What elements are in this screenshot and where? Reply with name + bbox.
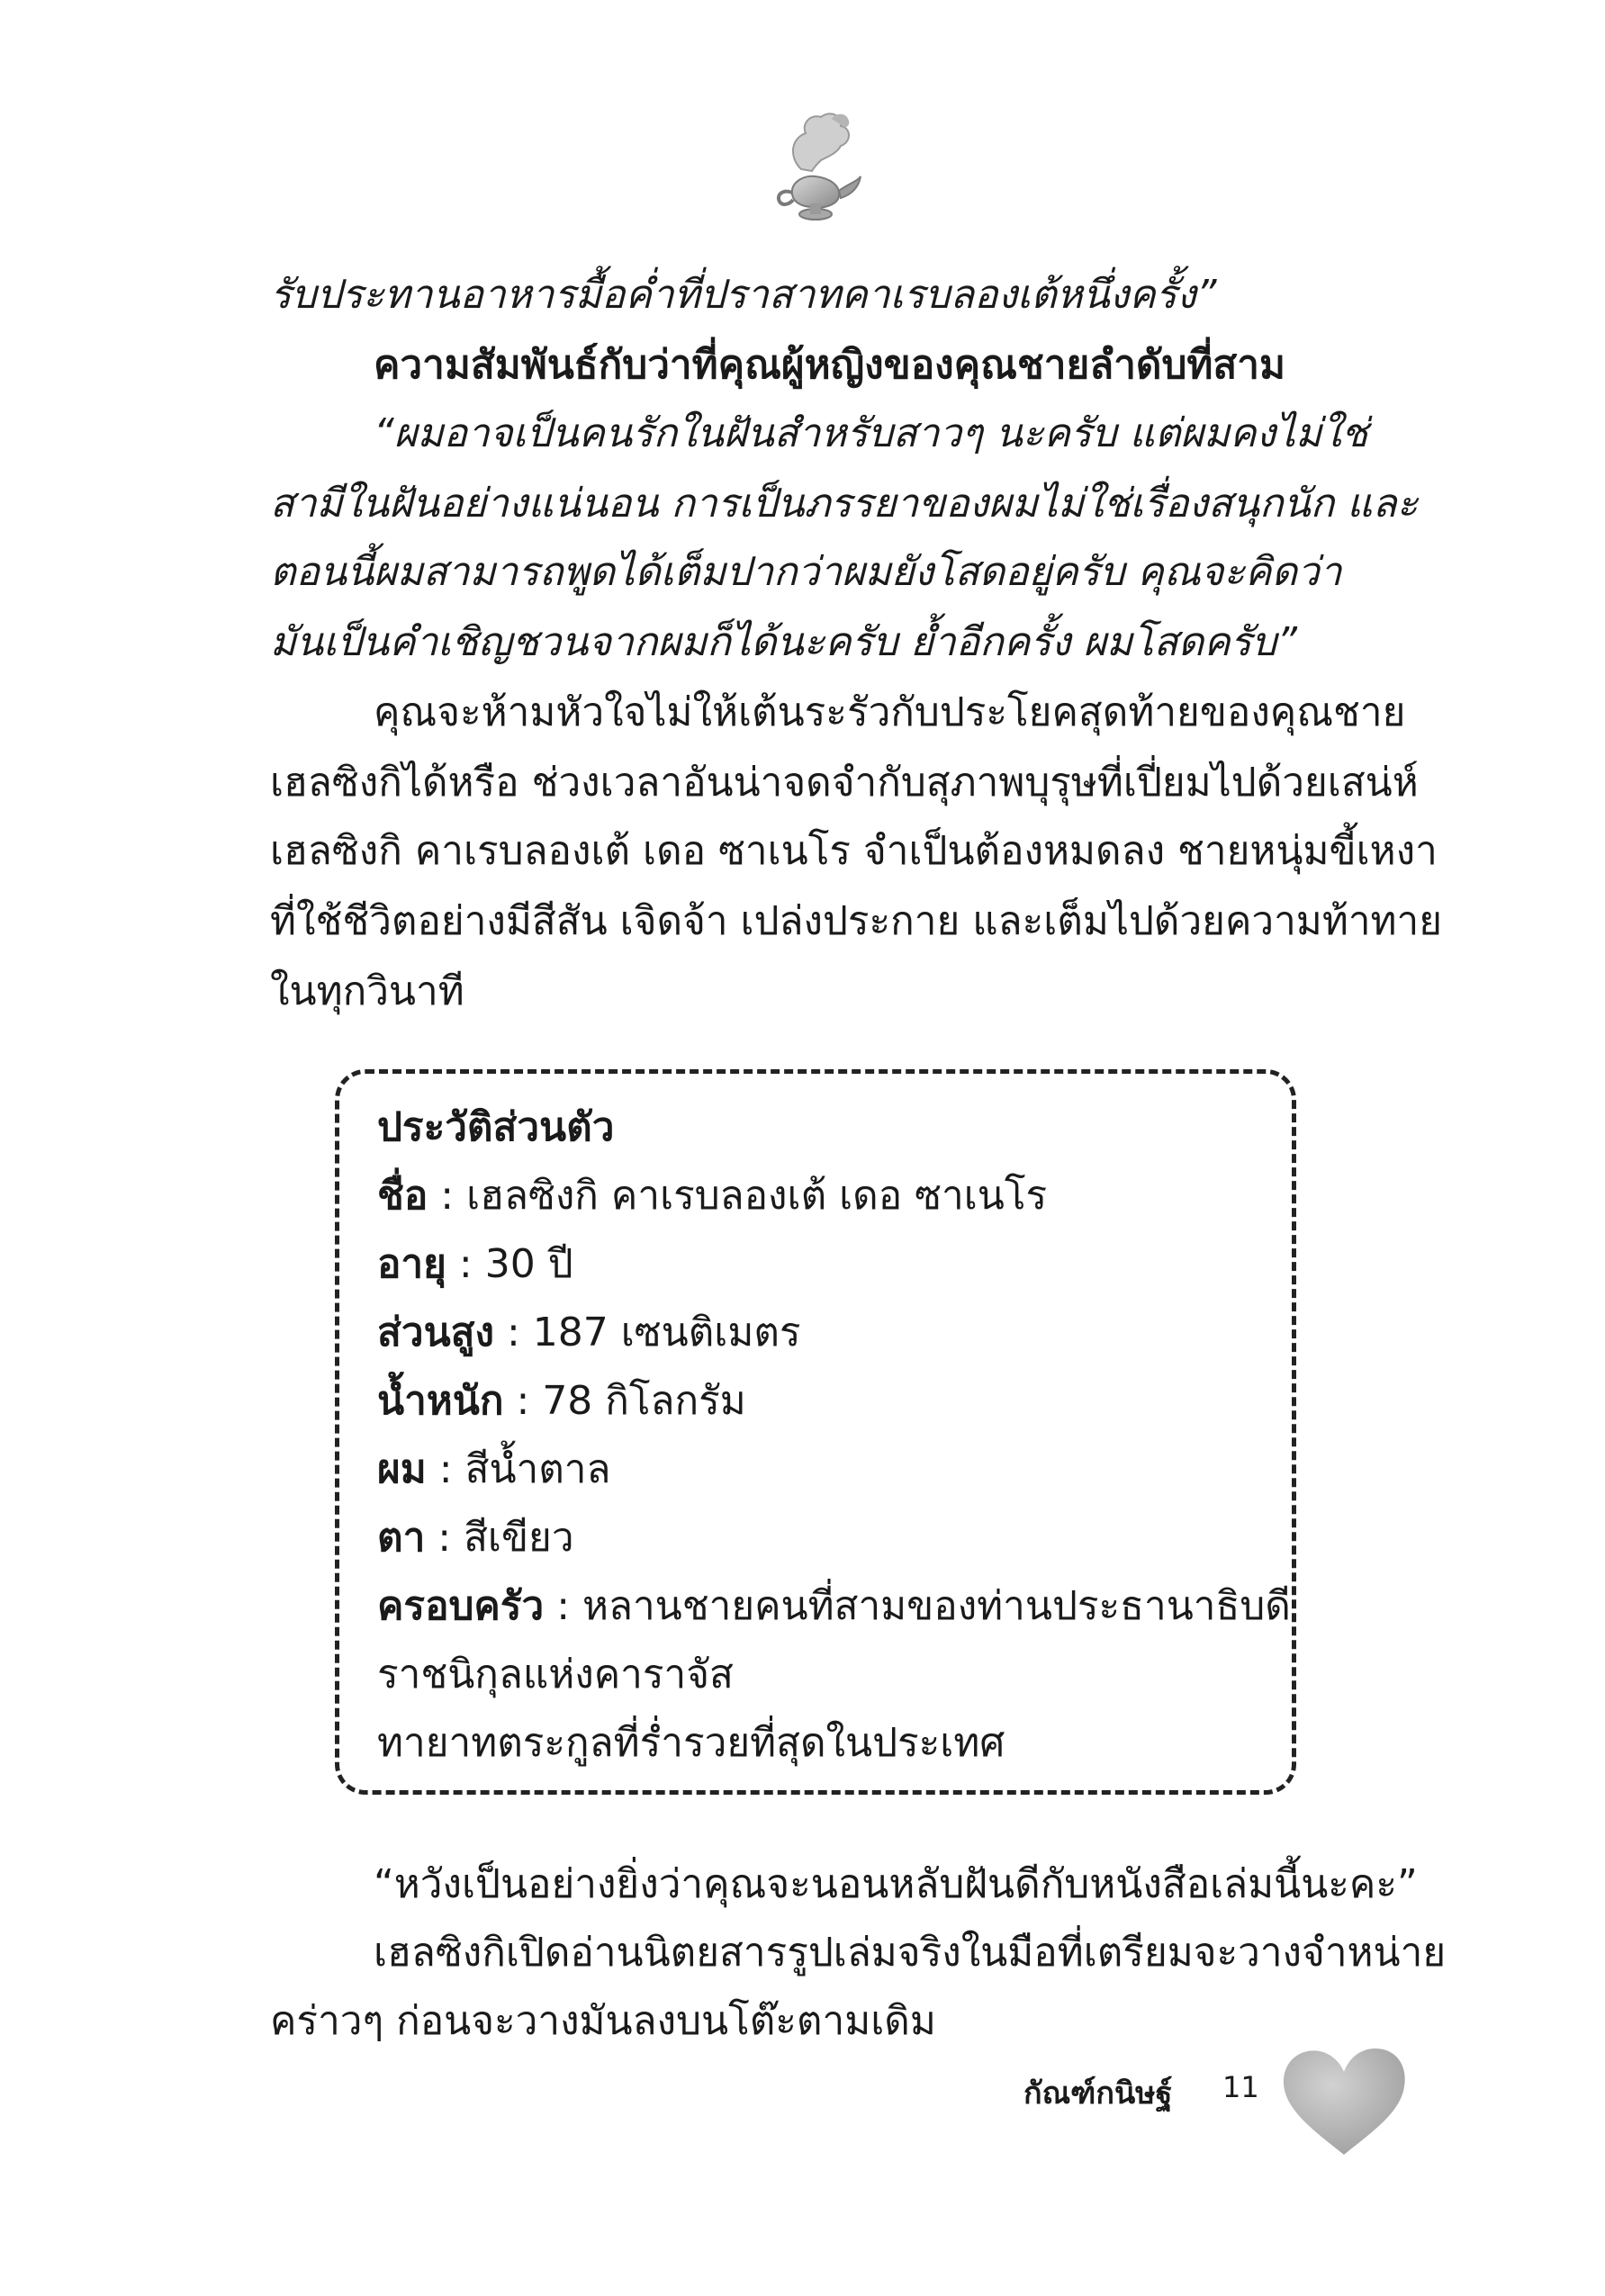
field-value: สีน้ำตาล [464,1446,611,1492]
field-value: สีเขียว [464,1515,574,1561]
paragraph-line: สามีในฝันอย่างแน่นอน การเป็นภรรยาของผมไม่ใช่เรื่องสนุกนัก และ [270,481,1419,527]
section-heading: ความสัมพันธ์กับว่าที่คุณผู้หญิงของคุณชายลำดับที่สาม [374,342,1285,388]
paragraph-line: คร่าวๆ ก่อนจะวางมันลงบนโต๊ะตามเดิม [270,1998,936,2044]
profile-field-hair [377,1437,610,1500]
field-separator: : [425,1515,464,1561]
paragraph-line: คุณจะห้ามหัวใจไม่ให้เต้นระรัวกับประโยคสุดท้ายของคุณชาย [374,689,1406,735]
profile-title: ประวัติส่วนตัว [377,1104,615,1150]
paragraph-line: รับประทานอาหารมื้อค่ำที่ปราสาทคาเรบลองเต้หนึ่งครั้ง” [270,272,1217,318]
profile-field-age [377,1232,573,1295]
profile-extra-line: ทายาทตระกูลที่ร่ำรวยที่สุดในประเทศ [377,1720,1005,1766]
paragraph-line: ตอนนี้ผมสามารถพูดได้เต็มปากว่าผมยังโสดอยู่ครับ คุณจะคิดว่า [270,549,1342,595]
field-value: เฮลซิงกิ คาเรบลองเต้ เดอ ซาเนโร [466,1173,1048,1219]
profile-field-eyes [377,1506,574,1569]
field-label: ครอบครัว [377,1583,545,1629]
paragraph-line: ที่ใช้ชีวิตอย่างมีสีสัน เจิดจ้า เปล่งประกาย และเต็มไปด้วยความท้าทาย [270,898,1443,944]
profile-box [335,1069,1296,1795]
heart-icon [1276,2043,1411,2160]
paragraph-line: เฮลซิงกิได้หรือ ช่วงเวลาอันน่าจดจำกับสุภาพบุรุษที่เปี่ยมไปด้วยเสน่ห์ [270,760,1419,806]
field-value: 187 เซนติเมตร [532,1310,801,1355]
paragraph-line: “หวังเป็นอย่างยิ่งว่าคุณจะนอนหลับฝันดีกับหนังสือเล่มนี้นะคะ” [374,1861,1418,1907]
paragraph-line: เฮลซิงกิ คาเรบลองเต้ เดอ ซาเนโร จำเป็นต้องหมดลง ชายหนุ่มขี้เหงา [270,828,1438,874]
field-label: ผม [377,1446,427,1492]
profile-extra-line: ราชนิกุลแห่งคาราจัส [377,1652,734,1697]
field-label: อายุ [377,1241,446,1287]
page-number: 11 [1222,2070,1259,2104]
field-separator: : [503,1378,543,1424]
field-label: น้ำหนัก [377,1378,504,1424]
field-separator: : [428,1173,467,1219]
field-separator: : [426,1446,465,1492]
profile-field-height [377,1301,801,1364]
paragraph-line: ในทุกวินาที [270,968,464,1014]
field-label: ชื่อ [377,1173,428,1219]
field-value: 30 ปี [484,1241,573,1287]
field-label: ตา [377,1515,426,1561]
field-separator: : [493,1310,533,1355]
field-label: ส่วนสูง [377,1310,494,1355]
genie-lamp-icon [765,106,864,232]
field-value: 78 กิโลกรัม [542,1378,746,1424]
book-title: กัณฑ์กนิษฐ์ [1023,2075,1173,2111]
field-separator: : [446,1241,485,1287]
field-value: หลานชายคนที่สามของท่านประธานาธิบดี [582,1583,1291,1629]
paragraph-line: เฮลซิงกิเปิดอ่านนิตยสารรูปเล่มจริงในมือที่เตรียมจะวางจำหน่าย [374,1930,1447,1976]
field-separator: : [544,1583,582,1629]
profile-field-weight [377,1369,746,1432]
profile-field-family [377,1574,1291,1637]
paragraph-line: มันเป็นคำเชิญชวนจากผมก็ได้นะครับ ย้ำอีกครั้ง ผมโสดครับ” [270,619,1297,665]
profile-field-name [377,1164,1047,1227]
paragraph-line: “ผมอาจเป็นคนรักในฝันสำหรับสาวๆ นะครับ แต่ผมคงไม่ใช่ [374,410,1368,456]
